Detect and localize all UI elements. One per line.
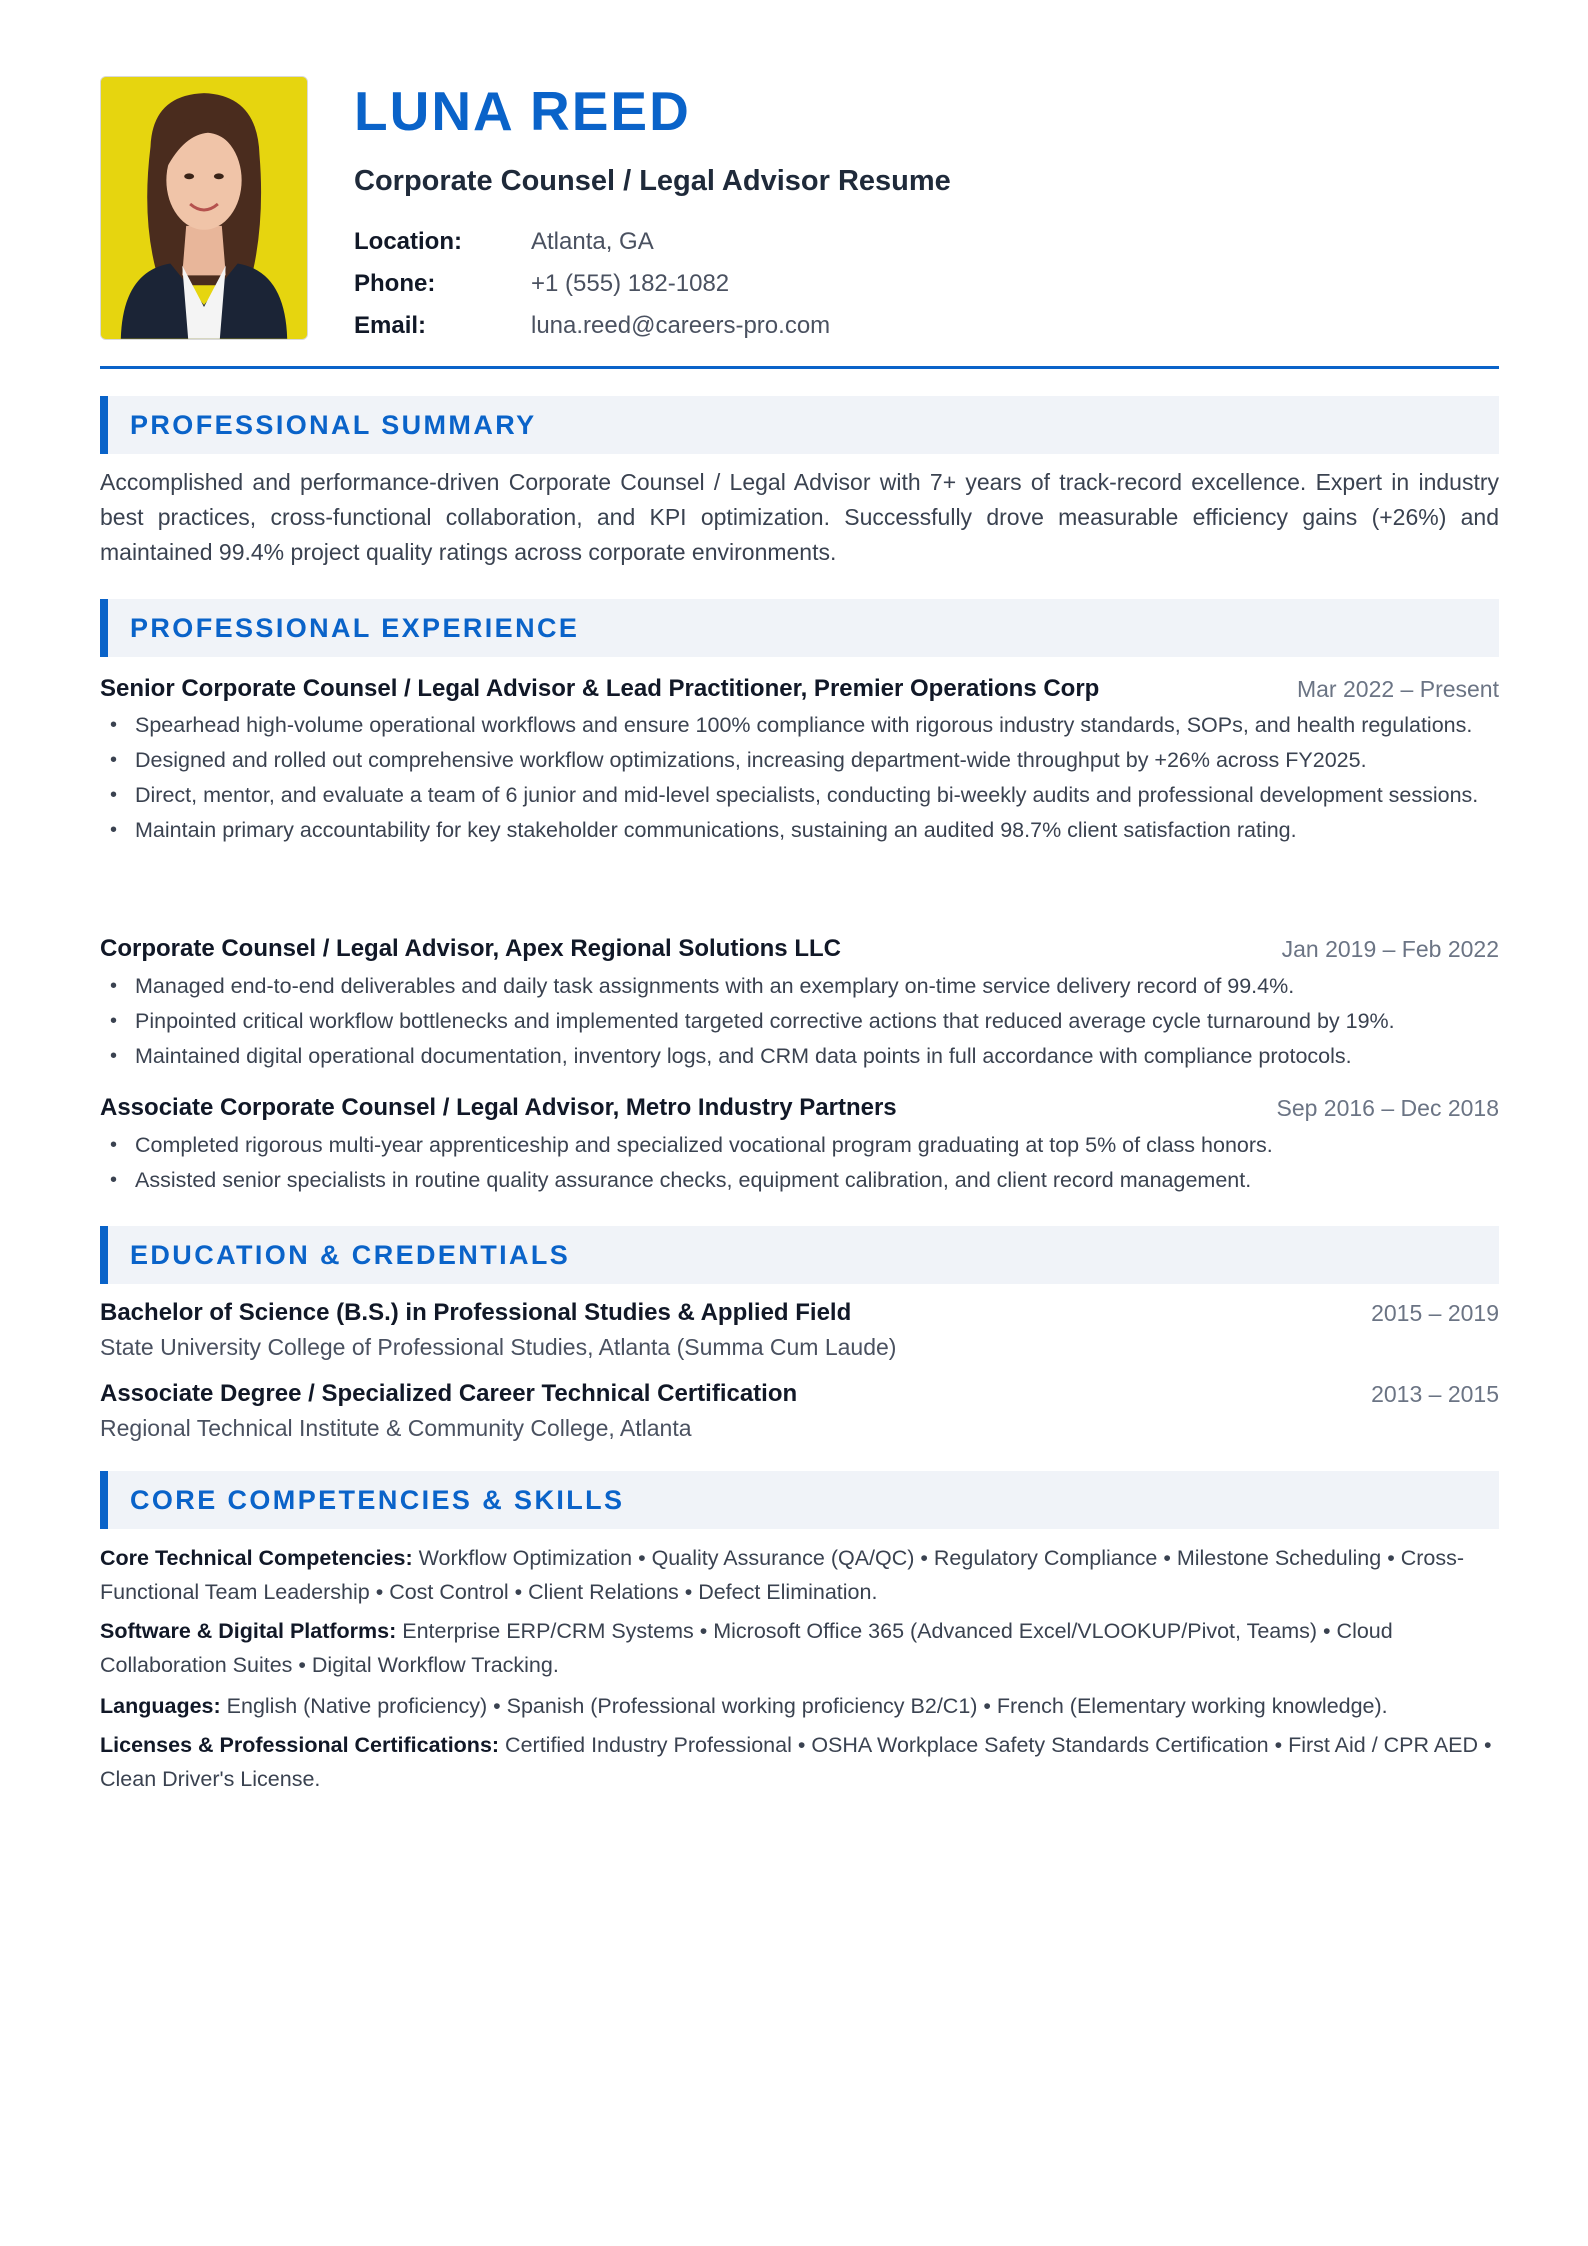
section-heading-text: EDUCATION & CREDENTIALS [130,1240,571,1270]
job-title: Associate Corporate Counsel / Legal Advisor, Metro Industry Partners [100,1094,897,1121]
section-heading-skills [100,1471,1499,1529]
education-dates: 2013 – 2015 [1371,1380,1499,1407]
school-name: Regional Technical Institute & Community College, Atlanta [100,1415,692,1441]
list-item: • Maintained digital operational documentation, inventory logs, and CRM data points in full accordance with compliance protocols. [100,1040,1499,1072]
section-heading-text: CORE COMPETENCIES & SKILLS [130,1485,625,1515]
list-item: • Managed end-to-end deliverables and daily task assignments with an exemplary on-time service delivery record of 99.4%. [100,970,1499,1002]
contact-value: +1 (555) 182-1082 [531,270,730,297]
section-heading-summary [100,396,1499,454]
skill-group [100,1728,1499,1796]
contact-label: Phone: [354,270,436,297]
skill-group-text: Workflow Optimization • Quality Assurance (QA/QC) • Regulatory Compliance • Milestone Scheduling • Cross-Functional Team Leadership • Cost Control • Client Relations • Defect Elimination. [100,1546,1464,1604]
contact-email [354,305,1054,347]
degree-title: Bachelor of Science (B.S.) in Professional Studies & Applied Field [100,1299,852,1326]
job-bullets [100,709,1499,849]
skill-group [100,1614,1499,1682]
job-header [100,932,1499,966]
job-dates: Sep 2016 – Dec 2018 [1276,1094,1499,1121]
section-heading-text: PROFESSIONAL EXPERIENCE [130,613,580,643]
list-item: • Pinpointed critical workflow bottlenecks and implemented targeted corrective actions that reduced average cycle turnaround by 19%. [100,1005,1499,1037]
education-dates: 2015 – 2019 [1371,1299,1499,1326]
resume-header [100,76,1499,368]
profile-photo [100,76,308,340]
degree-title: Associate Degree / Specialized Career Technical Certification [100,1380,798,1407]
contact-phone [354,263,1054,305]
list-item: • Assisted senior specialists in routine quality assurance checks, equipment calibration, and client record management. [100,1164,1499,1196]
education-entry [100,1296,1499,1330]
job-title: Corporate Counsel / Legal Advisor, Apex Regional Solutions LLC [100,935,841,962]
skill-group-label: Licenses & Professional Certifications: [100,1733,500,1757]
skill-group [100,1541,1499,1609]
skill-group [100,1689,1499,1723]
list-item: • Spearhead high-volume operational workflows and ensure 100% compliance with rigorous industry standards, SOPs, and health regulations. [100,709,1499,741]
skill-group-label: Software & Digital Platforms: [100,1619,397,1643]
contact-location [354,221,1054,263]
job-header [100,1091,1499,1125]
contact-label: Location: [354,228,462,255]
job-title: Senior Corporate Counsel / Legal Advisor & Lead Practitioner, Premier Operations Corp [100,675,1100,702]
section-heading-experience [100,599,1499,657]
list-item: • Maintain primary accountability for key stakeholder communications, sustaining an audited 98.7% client satisfaction rating. [100,814,1499,846]
skill-group-text: English (Native proficiency) • Spanish (Professional working proficiency B2/C1) • French (Elementary working knowledge). [226,1694,1388,1718]
job-dates: Mar 2022 – Present [1296,675,1499,702]
resume-title: Corporate Counsel / Legal Advisor Resume [354,165,951,197]
header-divider [100,366,1499,369]
contact-info [354,221,1054,347]
candidate-name: LUNA REED [354,80,691,142]
skill-group-label: Core Technical Competencies: [100,1546,413,1570]
list-item: • Designed and rolled out comprehensive workflow optimizations, increasing department-wide throughput by +26% across FY2025. [100,744,1499,776]
summary-text: Accomplished and performance-driven Corporate Counsel / Legal Advisor with 7+ years of track-record excellence. Expert in industry best practices, cross-functional collaboration, and KPI optimization. Successfully drove measurable efficiency gains (+26%) and maintained 99.4% project quality ratings across corporate environments. [100,469,1499,565]
list-item: • Completed rigorous multi-year apprenticeship and specialized vocational program graduating at top 5% of class honors. [100,1129,1499,1161]
section-heading-text: PROFESSIONAL SUMMARY [130,410,537,440]
job-dates: Jan 2019 – Feb 2022 [1281,935,1499,962]
skill-group-label: Languages: [100,1694,221,1718]
job-bullets [100,1129,1499,1199]
skill-group-text: Enterprise ERP/CRM Systems • Microsoft Office 365 (Advanced Excel/VLOOKUP/Pivot, Teams) • Cloud Collaboration Suites • Digital Workflow Tracking. [100,1619,1393,1677]
contact-value: luna.reed@careers-pro.com [531,312,831,339]
list-item: • Direct, mentor, and evaluate a team of 6 junior and mid-level specialists, conducting bi-weekly audits and professional development sessions. [100,779,1499,811]
job-header [100,672,1499,706]
skill-group-text: Certified Industry Professional • OSHA Workplace Safety Standards Certification • First Aid / CPR AED • Clean Driver's License. [100,1733,1492,1791]
contact-value: Atlanta, GA [531,228,654,255]
job-bullets [100,970,1499,1075]
section-heading-education [100,1226,1499,1284]
school-name: State University College of Professional Studies, Atlanta (Summa Cum Laude) [100,1334,897,1360]
education-entry [100,1377,1499,1411]
contact-label: Email: [354,312,427,339]
